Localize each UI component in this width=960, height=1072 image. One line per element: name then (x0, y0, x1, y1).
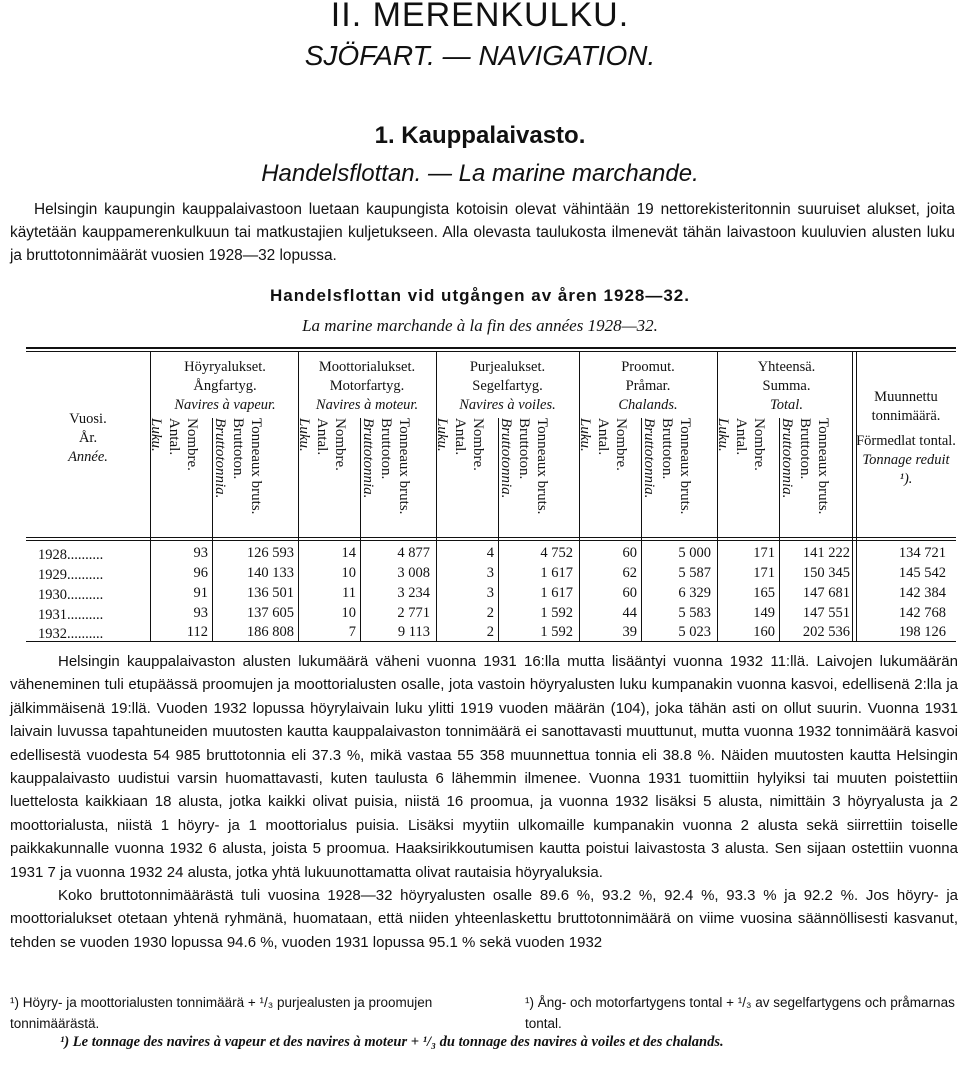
table-cell: 10 (341, 605, 356, 621)
reduced-tonnage-header: Muunnettu tonnimäärä. Förmedlat tontal. Tonnage reduit ¹). (856, 389, 956, 487)
table-cell: 6 329 (678, 585, 711, 601)
tonnage-header: Tonneaux bruts. Bruttoton. Bruttotonnia. (212, 418, 264, 515)
section-subtitle: Handelsflottan. — La marine marchande. (261, 160, 699, 187)
count-header: Nombre. Antal. Luku. (296, 418, 348, 471)
tonnage-header: Tonneaux bruts. Bruttoton. Bruttotonnia. (779, 418, 831, 515)
table-title-sv: Handelsflottan vid utgången av åren 1928—32. (269, 286, 690, 305)
table-cell: 44 (622, 605, 637, 621)
table-cell: 3 (486, 565, 494, 581)
table-cell: 2 771 (397, 605, 430, 621)
year-cell: 1929.......... (38, 567, 104, 583)
table-cell: 140 133 (246, 565, 294, 581)
table-cell: 5 587 (678, 565, 711, 581)
count-header: Nombre. Antal. Luku. (715, 418, 767, 471)
table-cell: 165 (753, 585, 775, 601)
count-header: Nombre. Antal. Luku. (148, 418, 200, 471)
table-cell: 1 617 (540, 565, 573, 581)
table-cell: 112 (186, 624, 208, 640)
group-header: Moottorialukset. Motorfartyg. Navires à moteur. (315, 359, 419, 413)
table-cell: 14 (341, 545, 356, 561)
table-cell: 171 (753, 545, 775, 561)
table-header-rule (26, 537, 956, 538)
table-cell: 91 (193, 585, 208, 601)
table-cell: 60 (622, 545, 637, 561)
tonnage-header: Tonneaux bruts. Bruttoton. Bruttotonnia. (641, 418, 693, 515)
table-bottom-rule (26, 641, 956, 642)
table-cell: 96 (193, 565, 208, 581)
table-cell: 60 (622, 585, 637, 601)
table-cell: 126 593 (246, 545, 294, 561)
table-cell: 1 617 (540, 585, 573, 601)
table-cell: 4 752 (540, 545, 573, 561)
year-header: Vuosi. År. Année. (68, 411, 108, 465)
table-cell: 1 592 (540, 605, 573, 621)
table-cell: 202 536 (802, 624, 850, 640)
table-cell: 4 877 (397, 545, 430, 561)
table-cell: 198 126 (898, 624, 946, 640)
table-cell: 2 (486, 624, 494, 640)
group-header: Höyryalukset. Ångfartyg. Navires à vapeur. (174, 359, 276, 413)
year-cell: 1932.......... (38, 626, 104, 642)
footnote-fr: ¹) Le tonnage des navires à vapeur et des navires à moteur + ¹/₃ du tonnage des navires à voiles et des chalands. (60, 1034, 724, 1050)
intro-paragraph: Helsingin kaupungin kauppalaivastoon luetaan kaupungista kotoisin olevat vähintään 19 nettorekisteritonnin suuruiset alukset, joita käytetään kauppamerenkulkuun tai matkustajien kuljetukseen. Alla olevasta taulukosta ilmenevät tähän laivastoon kuuluvien alusten luku ja bruttotonnimäärät vuosien 1928—32 lopussa. (10, 201, 955, 264)
table-header-rule-2 (26, 540, 956, 541)
footnote-sv: ¹) Ång- och motorfartygens tontal + ¹/₃ av segelfartygens och pråmarnas tontal. (525, 995, 955, 1031)
tonnage-header: Tonneaux bruts. Bruttoton. Bruttotonnia. (360, 418, 412, 515)
table-cell: 136 501 (246, 585, 294, 601)
section-title: 1. Kauppalaivasto. (374, 122, 586, 149)
group-header: Proomut. Pråmar. Chalands. (618, 359, 678, 413)
table-cell: 160 (753, 624, 775, 640)
table-cell: 5 023 (678, 624, 711, 640)
table-cell: 3 (486, 585, 494, 601)
tonnage-header: Tonneaux bruts. Bruttoton. Bruttotonnia. (498, 418, 550, 515)
footnote-fi: ¹) Höyry- ja moottorialusten tonnimäärä + ¹/₃ purjealusten ja proomujen tonnimäärästä. (10, 995, 433, 1031)
table-title-fr: La marine marchande à la fin des années 1928—32. (302, 316, 658, 335)
table-cell: 171 (753, 565, 775, 581)
table-cell: 134 721 (898, 545, 946, 561)
table-cell: 145 542 (898, 565, 946, 581)
table-cell: 186 808 (246, 624, 294, 640)
table-cell: 11 (342, 585, 356, 601)
year-cell: 1931.......... (38, 607, 104, 623)
table-top-rule (26, 347, 956, 349)
table-cell: 149 (753, 605, 775, 621)
table-cell: 93 (193, 605, 208, 621)
table-cell: 7 (348, 624, 356, 640)
count-header: Nombre. Antal. Luku. (434, 418, 486, 471)
chapter-subtitle: SJÖFART. — NAVIGATION. (304, 40, 656, 71)
count-header: Nombre. Antal. Luku. (577, 418, 629, 471)
table-cell: 147 681 (802, 585, 850, 601)
table-cell: 9 113 (397, 624, 430, 640)
table-cell: 10 (341, 565, 356, 581)
table-cell: 3 234 (397, 585, 430, 601)
table-cell: 142 768 (898, 605, 946, 621)
table-cell: 5 000 (678, 545, 711, 561)
table-cell: 1 592 (540, 624, 573, 640)
table-cell: 39 (622, 624, 637, 640)
table-cell: 147 551 (802, 605, 850, 621)
table-cell: 2 (486, 605, 494, 621)
year-cell: 1930.......... (38, 587, 104, 603)
table-cell: 93 (193, 545, 208, 561)
year-cell: 1928.......... (38, 547, 104, 563)
table-cell: 5 583 (678, 605, 711, 621)
chapter-title: II. MERENKULKU. (330, 0, 630, 34)
body-text: Helsingin kauppalaivaston alusten lukumäärä väheni vuonna 1931 16:lla mutta lisääntyi vuonna 1932 11:llä. Laivojen lukumäärän väheneminen tuli etupäässä proomujen ja moottorialusten osalle, jota vastoin höyryalusten luku kumpanakin vuonna kasvoi, edellisenä 2:lla ja jälkimmäisenä 19:llä. Vuoden 1932 lopussa höyrylaivain luku ylitti 1919 vuoden määrän (104), joka tähän asti on ollut suurin. Vuonna 1931 laivain luvussa tapahtuneiden muutosten kautta kauppalaivaston tonnimäärä ei sanottavasti muuttunut, mutta vuonna 1932 tonnimäärä kasvoi edellisestä vuodesta 54 985 bruttotonnia eli 37.3 %, mikä vastaa 55 358 muunnettua tonnia eli 38.8 %. Näiden muutosten kautta Helsingin kauppalaivasto uudistui varsin huomattavasti, kuten taulusta 6 lähemmin ilmenee. Vuonna 1931 tuomittiin hylyiksi tai muuten poistettiin luettelosta kaikkiaan 18 alusta, jotka kaikki olivat puisia, niistä 16 proomua, ja vuonna 1932 lisäksi 5 alusta, nimittäin 3 höyryalusta ja 2 moottorialusta, niistä 1 höyry- ja 1 moottorialus puisia. Lisäksi myytiin ulkomaille kumpanakin vuonna 2 alusta sekä siirrettiin toiselle paikkakunnalle vuonna 1932 6 alusta, joista 5 proomua. Haaksirikkoutumisen kautta poistui laivastosta 3 alusta. Sen sijaan ostettiin vuonna 1931 7 ja vuonna 1932 24 alusta, jotka yhtä lukuunottamatta olivat rautaisia höyryaluksia. Koko bruttotonnimäärästä tuli vuosina 1928—32 höyryalusten osalle 89.6 %, 93.2 %, 92.4 %, 93.3 % ja 92.2 %. Jos höyry- ja moottorialukset otetaan yhtenä ryhmänä, huomataan, että niiden yhteenlaskettu bruttotonnimäärä on viime vuosina säännöllisesti kasvanut, tehden se vuoden 1930 lopussa 94.6 %, vuoden 1931 lopussa 95.1 % sekä vuoden 1932 (10, 653, 958, 951)
table-cell: 142 384 (898, 585, 946, 601)
table-cell: 137 605 (246, 605, 294, 621)
group-header: Yhteensä. Summa. Total. (757, 359, 816, 413)
table-cell: 150 345 (802, 565, 850, 581)
table-cell: 141 222 (802, 545, 850, 561)
table-cell: 4 (486, 545, 494, 561)
table-top-rule-2 (26, 351, 956, 352)
table-cell: 3 008 (397, 565, 430, 581)
table-cell: 62 (622, 565, 637, 581)
group-header: Purjealukset. Segelfartyg. Navires à voiles. (459, 359, 556, 413)
